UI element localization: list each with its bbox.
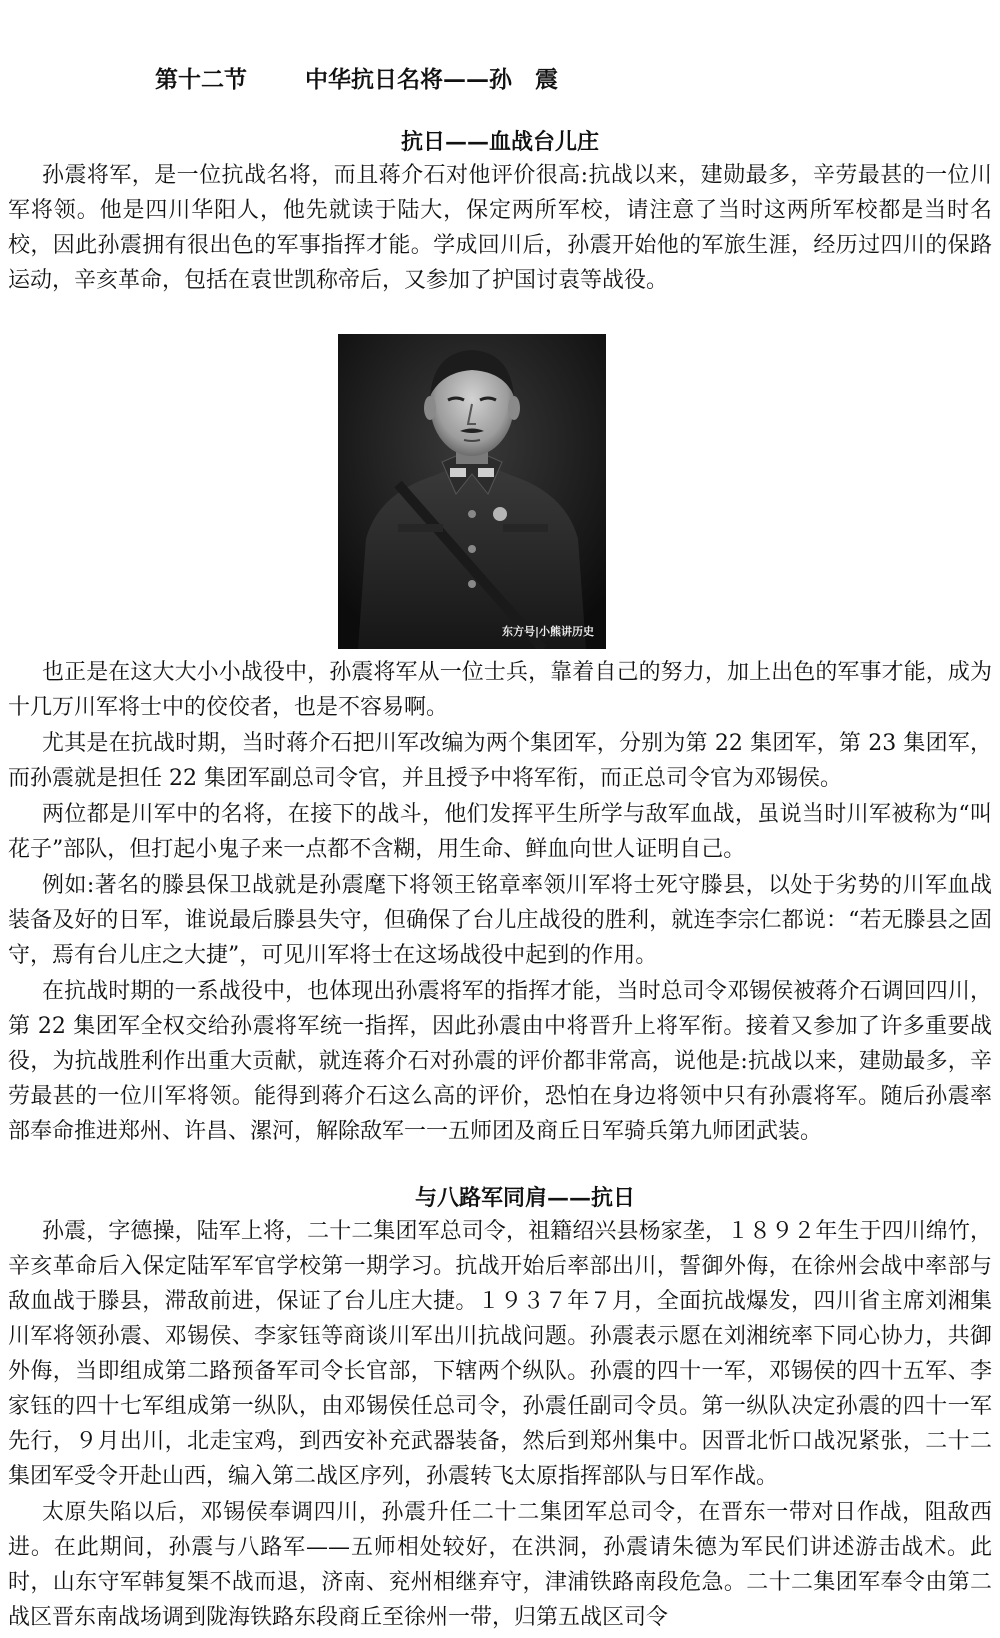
section-number: 第十二节: [155, 66, 247, 93]
paragraph: 孙震，字德操，陆军上将，二十二集团军总司令，祖籍绍兴县杨家垄，１８９２年生于四川绵竹，辛亥革命后入保定陆军军官学校第一期学习。抗战开始后率部出川，誓御外侮，在徐州会战中率部与敌血战于滕县，滞敌前进，保证了台儿庄大捷。１９３７年７月，全面抗战爆发，四川省主席刘湘集川军将领孙震、邓锡侯、李家钰等商谈川军出川抗战问题。孙震表示愿在刘湘统率下同心协力，共御外侮，当即组成第二路预备军司令长官部，下辖两个纵队。孙震的四十一军，邓锡侯的四十五军、李家钰的四十七军组成第一纵队，由邓锡侯任总司令，孙震任副司令员。第一纵队决定孙震的四十一军先行，９月出川，北走宝鸡，到西安补充武器装备，然后到郑州集中。因晋北忻口战况紧张，二十二集团军受令开赴山西，编入第二战区序列，孙震转飞太原指挥部队与日军作战。: [8, 1219, 992, 1489]
part1-intro-paragraph: 孙震将军，是一位抗战名将，而且蒋介石对他评价很高:抗战以来，建勋最多，辛劳最甚的一位川军将领。他是四川华阳人，他先就读于陆大，保定两所军校，请注意了当时这两所军校都是当时名校，因此孙震拥有很出色的军事指挥才能。学成回川后，孙震开始他的军旅生涯，经历过四川的保路运动，辛亥革命，包括在袁世凯称帝后，又参加了护国讨袁等战役。: [8, 163, 992, 293]
part1-heading: 抗日——血战台儿庄: [400, 129, 599, 155]
part1-intro-block: [8, 158, 992, 299]
photo-watermark: 东方号|小熊讲历史: [501, 625, 594, 638]
portrait-photo: [338, 334, 606, 649]
part1-body: [8, 655, 992, 1150]
paragraph: 尤其是在抗战时期，当时蒋介石把川军改编为两个集团军，分别为第 22 集团军，第 23 集团军，而孙震就是担任 22 集团军副总司令官，并且授予中将军衔，而正总司令官为邓锡侯。: [8, 731, 992, 791]
paragraph: 例如:著名的滕县保卫战就是孙震麾下将领王铭章率领川军将士死守滕县，以处于劣势的川军血战装备及好的日军，谁说最后滕县失守，但确保了台儿庄战役的胜利，就连李宗仁都说：“若无滕县之固守，焉有台儿庄之大捷”，可见川军将士在这场战役中起到的作用。: [8, 873, 992, 968]
section-header: [155, 62, 615, 98]
part2-body: [8, 1214, 992, 1636]
section-title: 中华抗日名将——孙 震: [305, 66, 558, 93]
portrait-image: [338, 334, 606, 649]
paragraph: 在抗战时期的一系战役中，也体现出孙震将军的指挥才能，当时总司令邓锡侯被蒋介石调回四川，第 22 集团军全权交给孙震将军统一指挥，因此孙震由中将晋升上将军衔。接着又参加了许多重要战役，为抗战胜利作出重大贡献，就连蒋介石对孙震的评价都非常高，说他是:抗战以来，建勋最多，辛劳最甚的一位川军将领。能得到蒋介石这么高的评价，恐怕在身边将领中只有孙震将军。随后孙震率部奉命推进郑州、许昌、漯河，解除敌军一一五师团及商丘日军骑兵第九师团武装。: [8, 979, 992, 1144]
paragraph: 两位都是川军中的名将，在接下的战斗，他们发挥平生所学与敌军血战，虽说当时川军被称为“叫花子”部队，但打起小鬼子来一点都不含糊，用生命、鲜血向世人证明自己。: [8, 802, 992, 862]
part2-heading: 与八路军同肩——抗日: [414, 1185, 635, 1211]
paragraph: 也正是在这大大小小战役中，孙震将军从一位士兵，靠着自己的努力，加上出色的军事才能，成为十几万川军将士中的佼佼者，也是不容易啊。: [8, 660, 992, 720]
paragraph: 太原失陷以后，邓锡侯奉调四川，孙震升任二十二集团军总司令，在晋东一带对日作战，阻敌西进。在此期间，孙震与八路军——五师相处较好，在洪洞，孙震请朱德为军民们讲述游击战术。此时，山东守军韩复榘不战而退，济南、兖州相继弃守，津浦铁路南段危急。二十二集团军奉令由第二战区晋东南战场调到陇海铁路东段商丘至徐州一带，归第五战区司令: [8, 1500, 992, 1630]
